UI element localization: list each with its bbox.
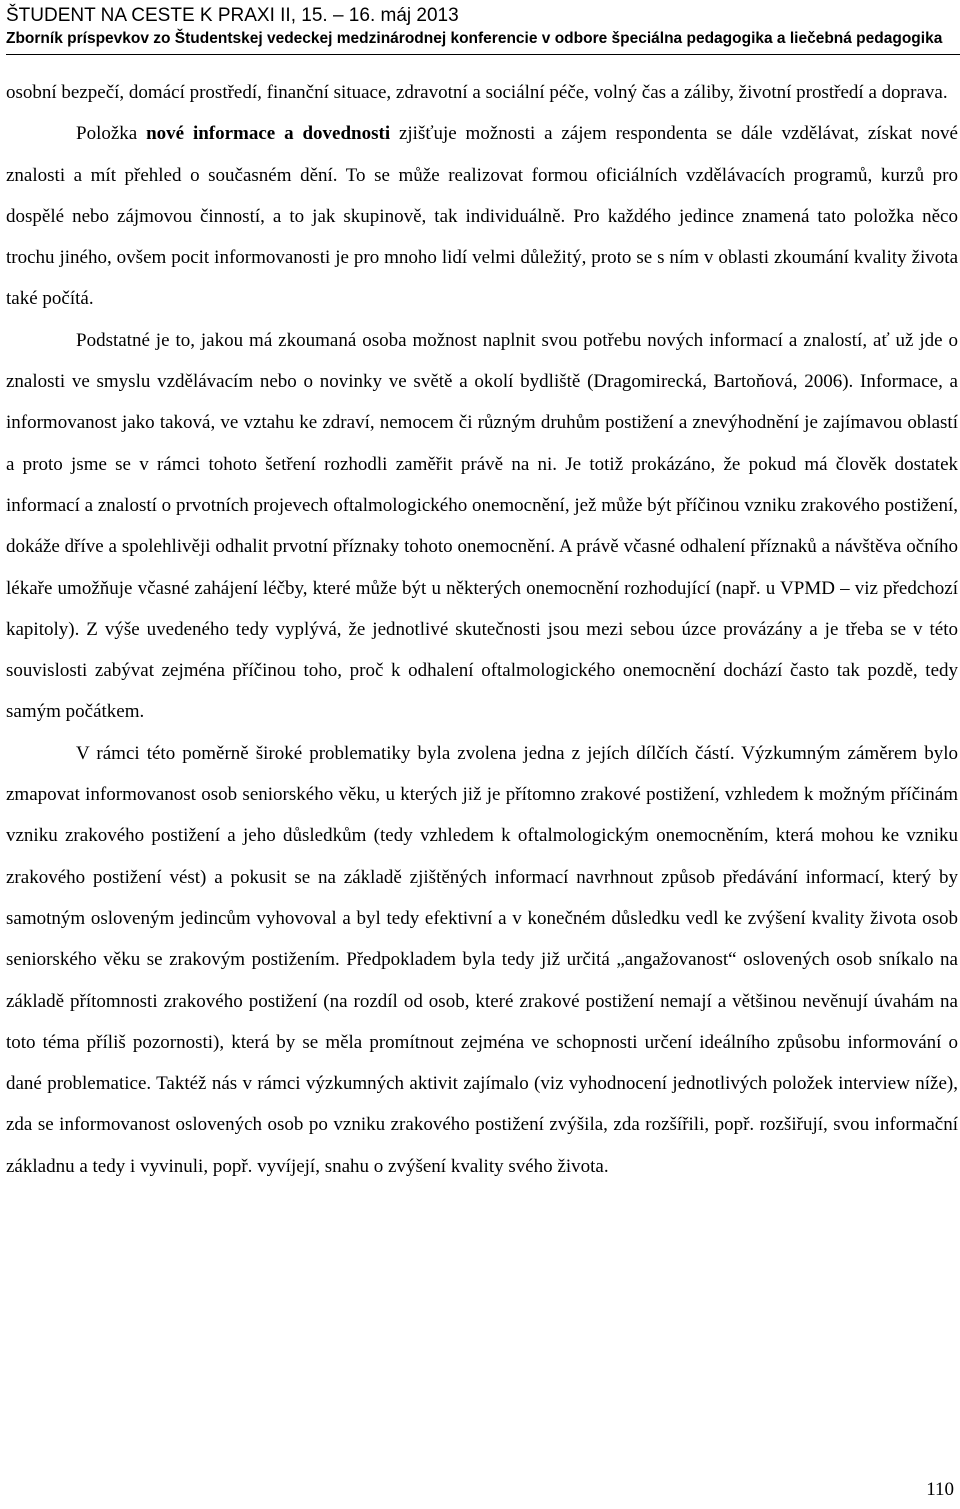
document-body [6, 72, 958, 1187]
paragraph-2-rest: zjišťuje možnosti a zájem respondenta se dále vzdělávat, získat nové znalosti a mít přehled o současném dění. To se může realizovat formou oficiálních vzdělávacích programů, kurzů pro dospělé nebo zájmovou činností, a to jak skupinově, tak individuálně. Pro každého jedince znamená tato položka něco trochu jiného, ovšem pocit informovanosti je pro mnoho lidí velmi důležitý, proto se s ním v oblasti zkoumání kvality života také počítá. [6, 123, 958, 310]
running-header [6, 4, 956, 49]
paragraph-1: osobní bezpečí, domácí prostředí, finanční situace, zdravotní a sociální péče, volný čas a záliby, životní prostředí a doprava. [6, 82, 948, 103]
header-divider [6, 54, 960, 55]
paragraph-2 [6, 113, 958, 319]
paragraph-4: V rámci této poměrně široké problematiky byla zvolena jedna z jejích dílčích částí. Výzkumným záměrem bylo zmapovat informovanost osob seniorského věku, u kterých již je přítomno zrakové postižení, vzhledem k možným příčinám vzniku zrakového postižení a jeho důsledkům (tedy vzhledem k oftalmologickým onemocněním, která mohou ke vzniku zrakového postižení vést) a pokusit se na základě zjištěných informací navrhnout způsob předávání informací, který by samotným osloveným jedincům vyhovoval a byl tedy efektivní a v konečném důsledku vedl ke zvýšení kvality života osob seniorského věku se zrakovým postižením. Předpokladem byla tedy již určitá „angažovanost“ oslovených osob sníkalo na základě přítomnosti zrakového postižení (na rozdíl od osob, které zrakové postižení nemají a většinou nevěnují úvahám na toto téma příliš pozornosti), která by se měla promítnout zejména ve schopnosti určení ideálního způsobu informování o dané problematice. Taktéž nás v rámci výzkumných aktivit zajímalo (viz vyhodnocení jednotlivých položek interview níže), zda se informovanost oslovených osob po vzniku zrakového postižení zvýšila, zda rozšířili, popř. rozšiřují, svou informační základnu a tedy i vyvinuli, popř. vyvíjejí, snahu o zvýšení kvality svého života. [6, 742, 958, 1177]
header-subtitle: Zborník príspevkov zo Študentskej vedeckej medzinárodnej konferencie v odbore špeciálna pedagogika a liečebná pedagogika [6, 30, 943, 47]
paragraph-2-lead: Položka [76, 123, 147, 145]
paragraph-2-emphasis: nové informace a dovednosti [146, 123, 391, 145]
header-title: ŠTUDENT NA CESTE K PRAXI II, 15. – 16. máj 2013 [6, 5, 459, 26]
paragraph-3: Podstatné je to, jakou má zkoumaná osoba možnost naplnit svou potřebu nových informací a znalostí, ať už jde o znalosti ve smyslu vzdělávacím nebo o novinky ve světě a okolí bydliště (Dragomirecká, Bartoňová, 2006). Informace, a informovanost jako taková, ve vztahu ke zdraví, nemocem či různým druhům postižení a znevýhodnění je zajímavou oblastí a proto jsme se v rámci tohoto šetření rozhodli zaměřit právě na ni. Je totiž prokázáno, že pokud má člověk dostatek informací a znalostí o prvotních projevech oftalmologického onemocnění, jež může být příčinou vzniku zrakového postižení, dokáže dříve a spolehlivěji odhalit prvotní příznaky tohoto onemocnění. A právě včasné odhalení příznaků a návštěva očního lékaře umožňuje včasné zahájení léčby, které může být u některých onemocnění rozhodující (např. u VPMD – viz předchozí kapitoly). Z výše uvedeného tedy vyplývá, že jednotlivé skutečnosti jsou mezi sebou úzce provázány a je třeba se v této souvislosti zabývat zejména příčinou toho, proč k odhalení oftalmologického onemocnění dochází často tak pozdě, tedy samým počátkem. [6, 329, 958, 723]
page-number: 110 [926, 1479, 954, 1500]
